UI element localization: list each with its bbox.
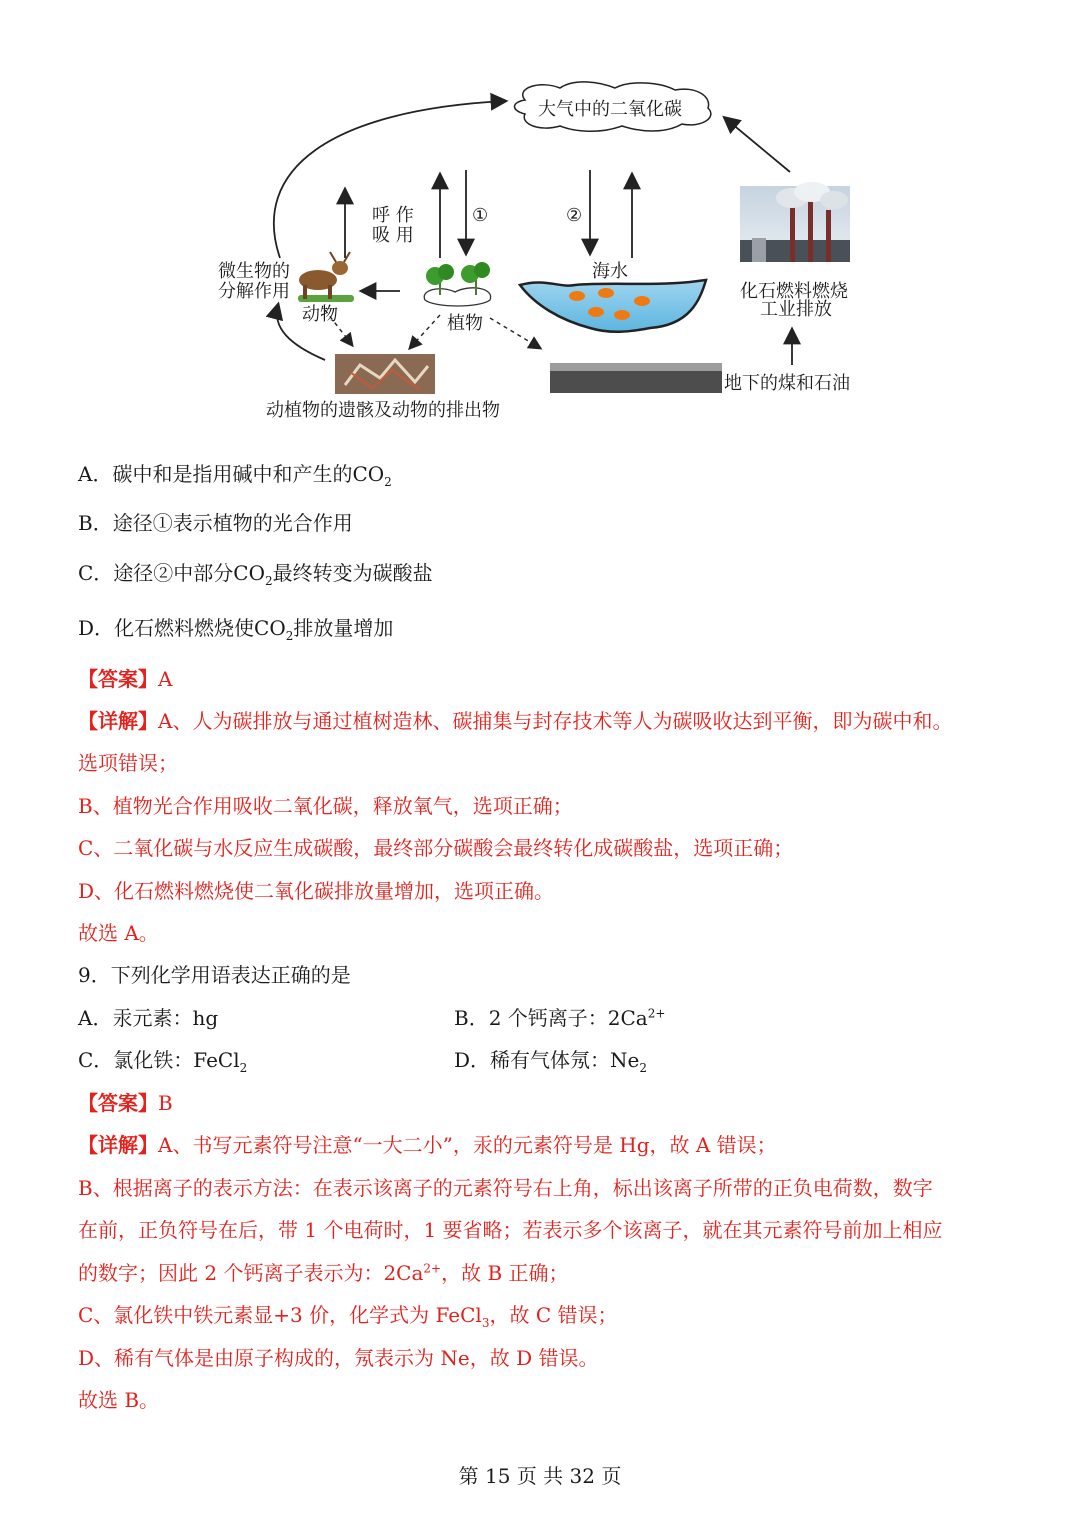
q8-detail-c: C、二氧化碳与水反应生成碳酸，最终部分碳酸会最终转化成碳酸盐，选项正确； [78,836,794,860]
respiration-label-line2: 吸 用 [372,225,414,246]
q9-option-b: B．2 个钙离子：$2Ca^{2+}$ [454,1006,666,1030]
sea-illustration [520,280,706,332]
path2-label: ② [566,205,583,226]
q9-stem: 9．下列化学用语表达正确的是 [78,963,351,987]
page-footer: 第 15 页 共 32 页 [458,1464,622,1488]
q9-conclusion: 故选 B。 [78,1388,160,1412]
q9-option-d: D．稀有气体氖：$Ne_2$ [454,1048,648,1075]
q9-detail-c: C、氯化铁中铁元素显+3 价，化学式为 FeCl$_3$，故 C 错误； [78,1303,618,1330]
q9-detail-b-line1: B、根据离子的表示方法：在表示该离子的元素符号右上角，标出该离子所带的正负电荷数，数字 [78,1176,933,1200]
q9-detail-a: 【详解】A、书写元素符号注意“一大二小”，汞的元素符号是 Hg，故 A 错误； [78,1133,777,1157]
animal-label: 动物 [302,304,338,325]
plant-label: 植物 [447,313,483,334]
factory-photo [740,182,850,262]
q8-detail-d: D、化石燃料燃烧使二氧化碳排放量增加，选项正确。 [78,879,555,903]
seawater-label: 海水 [592,261,628,282]
respiration-label-line1: 呼 作 [372,205,414,226]
q9-detail-b-line3: 的数字；因此 2 个钙离子表示为：$2Ca^{2+}$，故 B 正确； [78,1261,569,1285]
underground-layer [550,371,722,393]
diagram-graphics [0,0,1080,440]
microbe-label-line1: 微生物的 [218,261,290,282]
microbe-label-line2: 分解作用 [218,281,290,302]
q8-detail-b: B、植物光合作用吸收二氧化碳，释放氧气，选项正确； [78,794,573,818]
fossil-label-line2: 工业排放 [760,299,832,320]
carbon-cycle-diagram [0,0,1080,440]
q8-conclusion: 故选 A。 [78,921,159,945]
underground-label: 地下的煤和石油 [724,373,850,394]
q8-option-b: B．途径①表示植物的光合作用 [78,511,353,535]
atmosphere-label: 大气中的二氧化碳 [538,99,682,120]
q9-detail-d: D、稀有气体是由原子构成的，氖表示为 Ne，故 D 错误。 [78,1346,599,1370]
underground-layer-top [550,363,722,371]
q8-answer: 【答案】A [78,667,173,691]
q8-detail-a: 【详解】A、人为碳排放与通过植树造林、碳捕集与封存技术等人为碳吸收达到平衡，即为碳中和。 [78,709,953,733]
plant-illustration [424,262,490,306]
path1-label: ① [472,205,489,226]
q8-detail-a-cont: 选项错误； [78,751,178,775]
fossil-label-line1: 化石燃料燃烧 [740,281,848,302]
q9-option-c: C．氯化铁：FeCl$_2$ [78,1048,248,1075]
remains-label: 动植物的遗骸及动物的排出物 [266,400,500,421]
remains-photo [335,354,435,394]
q9-option-a: A．汞元素：hg [78,1006,219,1030]
q9-detail-b-line2: 在前，正负符号在后，带 1 个电荷时，1 要省略；若表示多个该离子，就在其元素符号前加上相应 [78,1218,943,1242]
q9-answer: 【答案】B [78,1091,173,1115]
goat-illustration [298,252,354,302]
q8-option-a: A．碳中和是指用碱中和产生的$CO_2$ [78,462,392,489]
q8-option-d: D．化石燃料燃烧使$CO_2$排放量增加 [78,616,394,643]
q8-option-c: C．途径②中部分$CO_2$最终转变为碳酸盐 [78,561,433,588]
